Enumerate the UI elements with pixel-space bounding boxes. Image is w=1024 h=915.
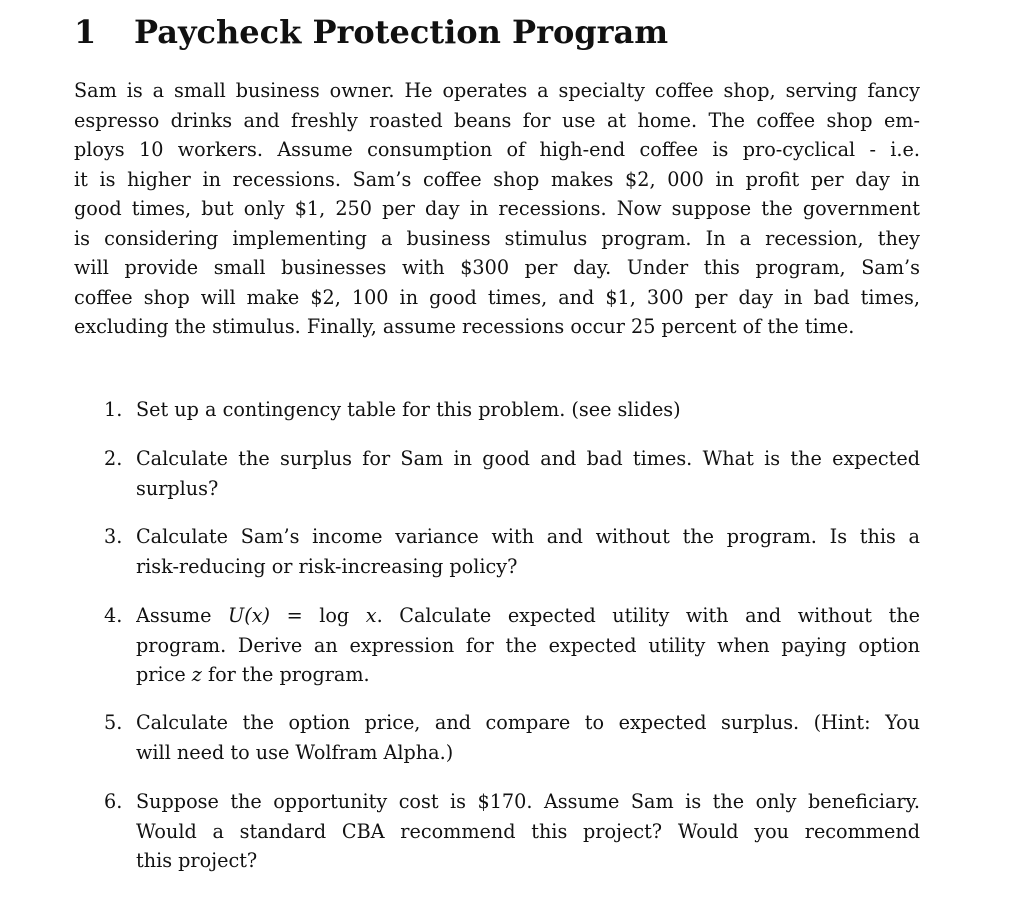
question-item-2 — [104, 444, 920, 503]
question-number: 5. — [104, 711, 123, 734]
intro-line: ploys 10 workers. Assume consumption of high-end coffee is pro-cyclical - i.e. — [74, 138, 920, 161]
intro-line: will provide small businesses with $300 per day. Under this program, Sam’s — [74, 256, 920, 279]
question-text — [136, 787, 920, 876]
question-text — [136, 444, 920, 503]
question-number: 3. — [104, 525, 123, 548]
question-line: Would a standard CBA recommend this project? Would you recommend — [136, 819, 920, 843]
math-expression: U(x) — [228, 604, 270, 627]
intro-line: Sam is a small business owner. He operates a specialty coffee shop, serving fancy — [74, 79, 920, 102]
question-line: Calculate Sam’s income variance with and without the program. Is this a — [136, 525, 920, 548]
question-item-4 — [104, 601, 920, 690]
question-number: 4. — [104, 604, 123, 627]
question-text-fragment: . Calculate expected utility with and without the — [376, 604, 920, 627]
question-text — [136, 708, 920, 767]
math-expression: x — [365, 604, 377, 627]
question-line: Set up a contingency table for this problem. (see slides) — [136, 398, 681, 421]
question-text-fragment: price — [136, 663, 192, 686]
question-item-6 — [104, 787, 920, 876]
question-line: Calculate the option price, and compare to expected surplus. (Hint: You — [136, 711, 920, 734]
question-line: this project? — [136, 849, 258, 872]
intro-line: is considering implementing a business stimulus program. In a recession, they — [74, 226, 920, 250]
intro-line: espresso drinks and freshly roasted beans for use at home. The coffee shop em- — [74, 108, 920, 132]
question-line — [136, 660, 920, 690]
question-item-5 — [104, 708, 920, 767]
question-text — [136, 522, 920, 581]
question-number: 2. — [104, 447, 123, 470]
intro-line: excluding the stimulus. Finally, assume recessions occur 25 percent of the time. — [74, 315, 855, 338]
question-line — [136, 601, 920, 631]
question-text — [136, 601, 920, 690]
intro-line: it is higher in recessions. Sam’s coffee shop makes $2, 000 in profit per day in — [74, 167, 920, 191]
question-item-1 — [104, 395, 920, 425]
intro-line: good times, but only $1, 250 per day in recessions. Now suppose the government — [74, 197, 920, 220]
question-text-fragment: Assume — [136, 604, 229, 627]
question-line: Suppose the opportunity cost is $170. Assume Sam is the only beneficiary. — [136, 790, 920, 813]
question-number: 6. — [104, 790, 123, 813]
intro-paragraph — [74, 76, 920, 342]
question-number: 1. — [104, 398, 123, 421]
section-heading — [74, 12, 668, 52]
question-text — [136, 395, 920, 425]
section-title: Paycheck Protection Program — [134, 13, 669, 51]
question-line: will need to use Wolfram Alpha.) — [136, 740, 454, 764]
intro-line: coffee shop will make $2, 100 in good times, and $1, 300 per day in bad times, — [74, 285, 920, 309]
section-number: 1 — [74, 13, 97, 51]
question-line: Calculate the surplus for Sam in good and bad times. What is the expected — [136, 447, 920, 470]
question-line: program. Derive an expression for the expected utility when paying option — [136, 633, 920, 657]
question-text-fragment: = log — [270, 604, 366, 627]
question-item-3 — [104, 522, 920, 581]
question-line: surplus? — [136, 476, 219, 500]
question-line: risk-reducing or risk-increasing policy? — [136, 554, 518, 578]
question-text-fragment: for the program. — [201, 663, 370, 686]
math-expression: z — [191, 663, 202, 686]
